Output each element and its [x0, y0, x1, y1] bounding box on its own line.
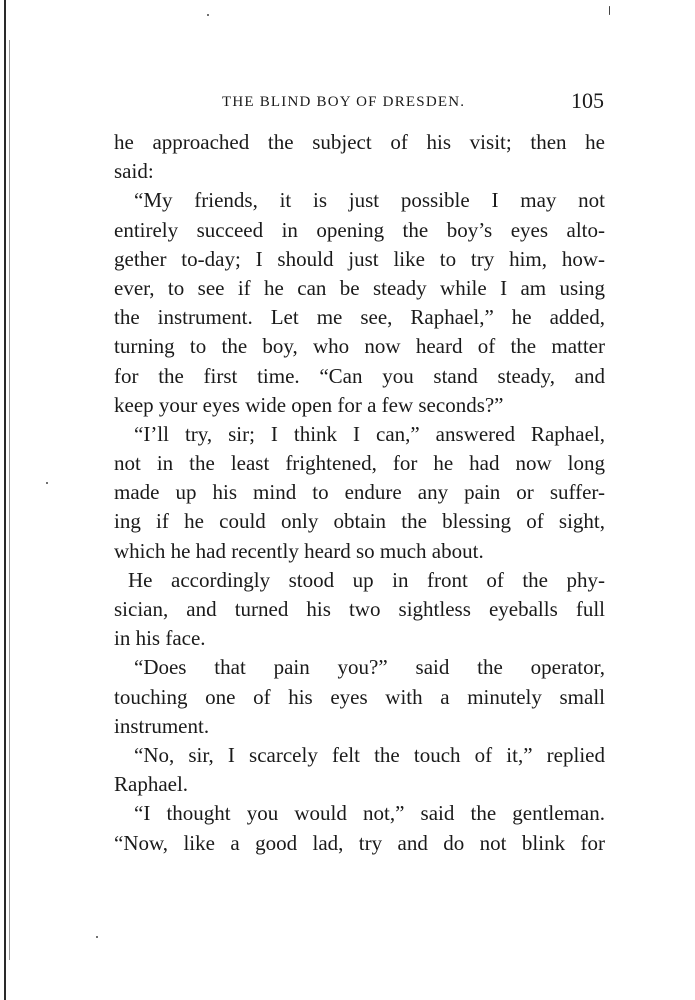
text-line: for the first time. “Can you stand steady, and: [114, 363, 605, 388]
print-speck: [609, 6, 610, 15]
text-line: “My friends, it is just possible I may not: [134, 188, 605, 213]
text-line: sician, and turned his two sightless eyeballs full: [114, 597, 605, 621]
text-line: “No, sir, I scarcely felt the touch of it,” replied: [134, 742, 605, 767]
text-line: not in the least frightened, for he had now long: [114, 451, 605, 476]
text-line: “I’ll try, sir; I think I can,” answered Raphael,: [134, 421, 605, 446]
text-line: made up his mind to endure any pain or suffer-: [114, 480, 605, 505]
text-line: turning to the boy, who now heard of the matter: [114, 334, 605, 359]
page-header: [112, 88, 604, 116]
text-line: “Now, like a good lad, try and do not blink for: [114, 830, 605, 855]
text-line: said:: [114, 159, 154, 184]
text-line: the instrument. Let me see, Raphael,” he added,: [114, 305, 605, 330]
text-line: “Does that pain you?” said the operator,: [134, 655, 605, 680]
page-edge-shadow: [4, 0, 6, 1000]
text-line: “I thought you would not,” said the gentleman.: [134, 801, 605, 826]
text-line: gether to-day; I should just like to try him, how-: [114, 246, 605, 271]
text-line: he approached the subject of his visit; then he: [114, 130, 605, 154]
text-line: touching one of his eyes with a minutely small: [114, 684, 605, 709]
text-line: instrument.: [114, 713, 210, 738]
running-title: THE BLIND BOY OF DRESDEN.: [222, 94, 466, 110]
text-line: ever, to see if he can be steady while I am using: [114, 275, 605, 300]
text-line: which he had recently heard so much about.: [114, 538, 484, 563]
print-speck: [96, 936, 98, 938]
body-text: [114, 128, 605, 858]
print-speck: [46, 482, 48, 484]
text-line: ing if he could only obtain the blessing of sight,: [114, 509, 605, 534]
text-line: He accordingly stood up in front of the phy-: [128, 567, 605, 592]
text-line: entirely succeed in opening the boy’s eyes alto-: [114, 217, 605, 242]
text-line: Raphael.: [114, 772, 189, 797]
print-speck: [207, 14, 209, 16]
text-line: in his face.: [114, 626, 206, 651]
page-number: 105: [571, 88, 604, 113]
page-edge-line: [9, 40, 10, 960]
text-line: keep your eyes wide open for a few seconds?”: [114, 392, 504, 417]
